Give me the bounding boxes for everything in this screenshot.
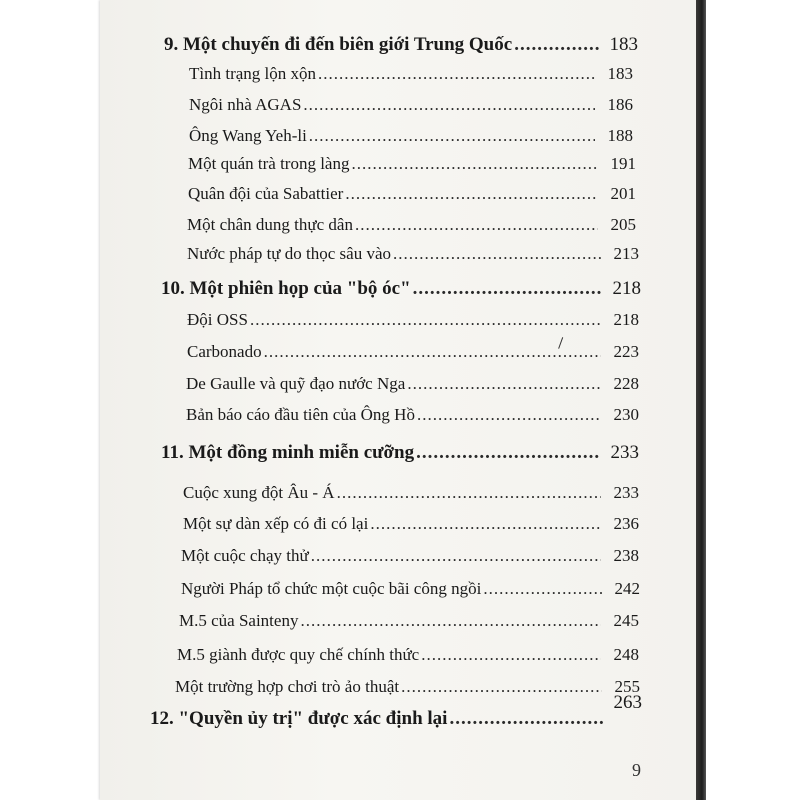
toc-section (186, 374, 639, 394)
toc-section (187, 342, 639, 362)
toc-section (187, 310, 639, 330)
toc-title: Cuộc xung đột Âu - Á (183, 483, 335, 502)
toc-page: 242 (614, 579, 640, 598)
toc-title: 11. Một đồng minh miễn cưỡng (161, 442, 415, 463)
toc-page: 213 (613, 244, 639, 263)
toc-leader (417, 405, 601, 425)
toc-page: 218 (612, 278, 641, 299)
toc-title: Một trường hợp chơi trò ảo thuật (175, 677, 400, 696)
toc-title: Một chân dung thực dân (187, 215, 353, 234)
toc-leader (345, 184, 598, 204)
toc-title: Ngôi nhà AGAS (189, 95, 302, 114)
toc-section (175, 677, 640, 697)
toc-page: 218 (613, 310, 639, 329)
toc-section (187, 244, 639, 264)
toc-page: 183 (607, 64, 633, 83)
toc-leader (483, 579, 602, 599)
toc-title: M.5 giành được quy chế chính thức (177, 645, 420, 664)
toc-title: Tình trạng lộn xộn (189, 64, 317, 83)
toc-page: 228 (613, 374, 639, 393)
toc-title: Đội OSS (187, 310, 248, 329)
toc-section (189, 95, 633, 115)
toc-title: Bản báo cáo đầu tiên của Ông Hồ (186, 405, 415, 424)
toc-page: 238 (613, 546, 639, 565)
toc-leader (337, 483, 601, 503)
toc-leader (318, 64, 595, 84)
toc-leader (370, 514, 601, 534)
toc-title: Một sự dàn xếp có đi có lại (183, 514, 369, 533)
toc-leader (250, 310, 601, 330)
toc-page: 201 (610, 184, 636, 203)
toc-section (179, 611, 639, 631)
toc-page: 233 (613, 483, 639, 502)
toc-title: De Gaulle và quỹ đạo nước Nga (186, 374, 406, 393)
toc-page: 191 (610, 154, 636, 173)
toc-leader (449, 708, 604, 730)
toc-page: 263 (613, 692, 642, 713)
toc-page: 236 (613, 514, 639, 533)
toc-section (186, 405, 639, 425)
toc-page: 188 (607, 126, 633, 145)
toc-section (188, 154, 636, 174)
toc-page: 255 (614, 677, 640, 696)
toc-page: 245 (613, 611, 639, 630)
toc-leader (421, 645, 601, 665)
toc-title: Người Pháp tổ chức một cuộc bãi công ngồi (181, 579, 482, 598)
toc-chapter-12 (150, 692, 642, 730)
toc-section (183, 483, 639, 503)
toc-title: 10. Một phiên họp của "bộ óc" (161, 278, 411, 299)
toc-page: 223 (613, 342, 639, 361)
toc-section (183, 514, 639, 534)
toc-page: 230 (613, 405, 639, 424)
toc-leader (309, 126, 595, 146)
toc-section (189, 126, 633, 146)
toc-title: 9. Một chuyến đi đến biên giới Trung Quốc (164, 34, 513, 55)
toc-leader (413, 278, 603, 300)
toc-title: Carbonado (187, 342, 262, 361)
toc-leader (303, 95, 595, 115)
toc-leader (300, 611, 601, 631)
toc-leader (311, 546, 601, 566)
toc-leader (351, 154, 598, 174)
toc-title: Một quán trà trong làng (188, 154, 350, 173)
toc-leader (416, 442, 601, 464)
toc-title: Một cuộc chạy thử (181, 546, 309, 565)
toc-chapter-11 (161, 442, 639, 464)
toc-section (187, 215, 636, 235)
toc-leader (264, 342, 601, 362)
toc-section (181, 579, 640, 599)
toc-title: M.5 của Sainteny (179, 611, 299, 630)
toc-title: Nước pháp tự do thọc sâu vào (187, 244, 391, 263)
toc-page: 233 (610, 442, 639, 463)
toc-page: 205 (610, 215, 636, 234)
toc-leader (393, 244, 601, 264)
toc-chapter-9 (164, 34, 638, 56)
toc-section (177, 645, 639, 665)
toc-leader (407, 374, 601, 394)
toc-chapter-10 (161, 278, 641, 300)
page-number: 9 (632, 760, 641, 780)
toc-section (188, 184, 636, 204)
toc-section (189, 64, 633, 84)
toc-leader (355, 215, 598, 235)
toc-title: Quân đội của Sabattier (188, 184, 344, 203)
toc-page: 183 (609, 34, 638, 55)
toc-section (181, 546, 639, 566)
toc-leader (514, 34, 600, 56)
toc-page: 248 (613, 645, 639, 664)
toc-title: Ông Wang Yeh-li (189, 126, 307, 145)
toc-title: 12. "Quyền ủy trị" được xác định lại (150, 708, 448, 729)
toc-page: 186 (607, 95, 633, 114)
toc-leader (401, 677, 602, 697)
